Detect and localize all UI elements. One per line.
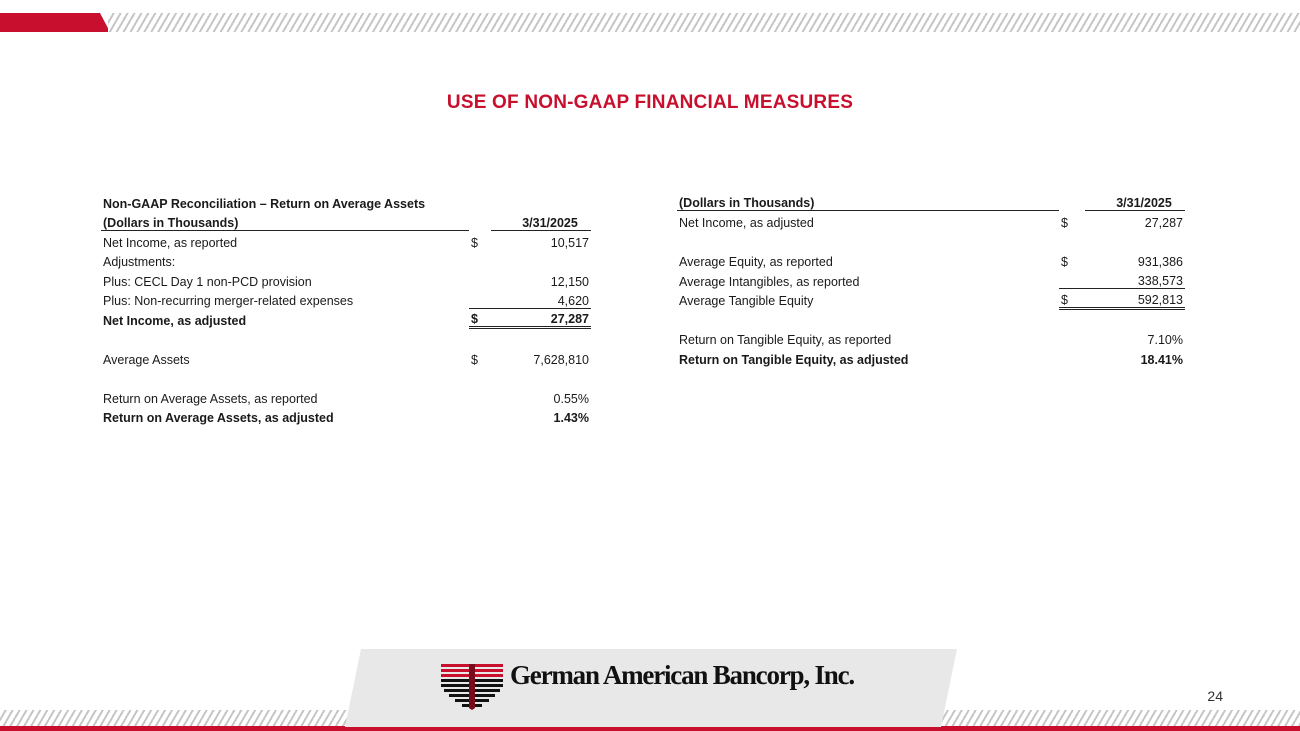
spacer-row <box>101 367 591 387</box>
page-title: USE OF NON-GAAP FINANCIAL MEASURES <box>446 92 854 113</box>
table-row-total: Average Tangible Equity $ 592,813 <box>677 289 1185 309</box>
top-red-accent <box>0 13 110 32</box>
top-hatch-pattern <box>108 13 1300 32</box>
table-header-row <box>677 191 1185 211</box>
table-header-row <box>101 211 591 231</box>
date-header: 3/31/2025 <box>491 211 591 231</box>
table-row: Average Intangibles, as reported 338,573 <box>677 269 1185 289</box>
table-row: Net Income, as adjusted $ 27,287 <box>679 216 1183 230</box>
table-row: Adjustments: <box>103 255 176 269</box>
table-row: Return on Tangible Equity, as adjusted 18.41% <box>679 352 1183 367</box>
table-row: Return on Tangible Equity, as reported 7.10% <box>679 333 1183 347</box>
table-heading-row <box>101 191 591 211</box>
company-logo-icon <box>441 664 503 710</box>
table-row: Average Equity, as reported $ 931,386 <box>679 255 1183 269</box>
table-heading: Non-GAAP Reconciliation – Return on Average Assets <box>103 196 426 211</box>
date-header: 3/31/2025 <box>1085 191 1185 211</box>
table-row: Return on Average Assets, as adjusted 1.43% <box>103 411 589 425</box>
units-label: (Dollars in Thousands) <box>677 191 1059 211</box>
page-number: 24 <box>1207 688 1223 704</box>
spacer-row <box>677 230 1185 250</box>
table-row: Plus: CECL Day 1 non-PCD provision 12,150 <box>103 274 589 289</box>
spacer-row <box>101 328 591 348</box>
roaa-reconciliation-table <box>101 191 591 425</box>
units-label: (Dollars in Thousands) <box>101 211 469 231</box>
rote-reconciliation-table <box>677 191 1185 367</box>
company-name: German American Bancorp, Inc. <box>510 660 854 690</box>
top-decorative-band <box>0 13 1300 32</box>
table-row-total: Net Income, as adjusted $ 27,287 <box>101 308 591 328</box>
table-row: Plus: Non-recurring merger-related expenses 4,620 <box>101 289 591 309</box>
spacer-row <box>677 308 1185 328</box>
table-row: Return on Average Assets, as reported 0.55% <box>103 391 589 406</box>
table-row: Net Income, as reported $ 10,517 <box>103 235 589 250</box>
table-row: Average Assets $ 7,628,810 <box>103 352 589 367</box>
